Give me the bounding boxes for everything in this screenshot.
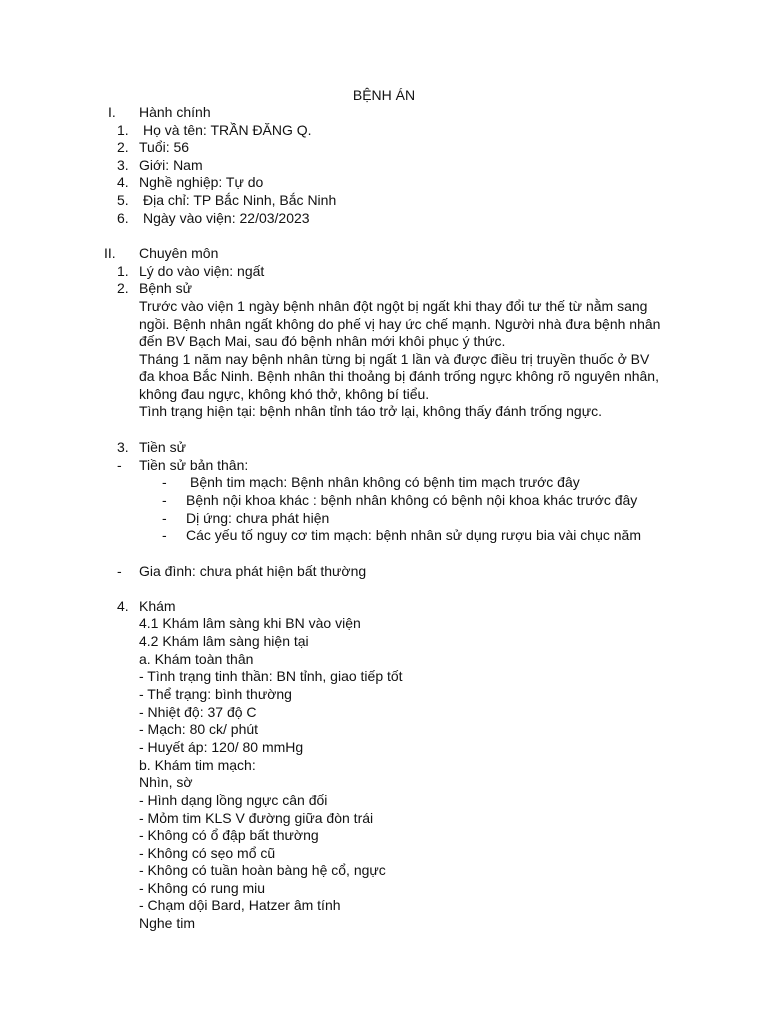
list-item: Địa chỉ: TP Bắc Ninh, Bắc Ninh — [143, 192, 337, 208]
section-heading: Chuyên môn — [139, 245, 219, 261]
list-number: 4. — [117, 174, 129, 190]
list-number: 5. — [117, 192, 129, 208]
section-heading: Hành chính — [139, 104, 211, 120]
paragraph-line: ngồi. Bệnh nhân ngất không do phế vị hay ức chế mạnh. Người nhà đưa bệnh nhân — [139, 316, 661, 332]
exam-line: 4.1 Khám lâm sàng khi BN vào viện — [139, 615, 361, 631]
list-number: 3. — [117, 157, 129, 173]
paragraph-line: đến BV Bạch Mai, sau đó bệnh nhân mới khôi phục ý thức. — [139, 333, 506, 349]
exam-line: - Không có rung miu — [139, 880, 266, 896]
list-item: Bệnh nội khoa khác : bệnh nhân không có bệnh nội khoa khác trước đây — [186, 492, 638, 508]
list-number: 3. — [117, 439, 129, 455]
exam-line: - Hình dạng lồng ngực cân đối — [139, 792, 328, 808]
exam-line: - Chạm dội Bard, Hatzer âm tính — [139, 897, 341, 913]
bullet-dash: - — [162, 474, 167, 490]
exam-line: a. Khám toàn thân — [139, 651, 254, 667]
list-number: 2. — [117, 280, 129, 296]
exam-line: - Mỏm tim KLS V đường giữa đòn trái — [139, 810, 374, 826]
subsection-heading: Bệnh sử — [139, 280, 192, 296]
exam-line: - Mạch: 80 ck/ phút — [139, 721, 259, 737]
exam-line: Nhìn, sờ — [139, 774, 193, 790]
paragraph-line: không đau ngực, không khó thở, không bí tiểu. — [139, 386, 430, 402]
paragraph-line: Tình trạng hiện tại: bệnh nhân tỉnh táo trở lại, không thấy đánh trống ngực. — [139, 403, 602, 419]
bullet-dash: - — [162, 492, 167, 508]
list-number: 2. — [117, 139, 129, 155]
exam-line: Nghe tim — [139, 915, 196, 931]
list-number: 1. — [117, 263, 129, 279]
subsection-heading: Tiền sử — [139, 439, 186, 455]
list-item: Bệnh tim mạch: Bệnh nhân không có bệnh tim mạch trước đây — [190, 474, 580, 490]
list-item: Giới: Nam — [139, 157, 203, 173]
list-item: Lý do vào viện: ngất — [139, 263, 265, 279]
bullet-dash: - — [117, 563, 122, 579]
section-number: II. — [104, 245, 116, 261]
exam-line: - Không có ổ đập bất thường — [139, 827, 319, 843]
list-item: Tiền sử bản thân: — [139, 457, 249, 473]
bullet-dash: - — [162, 510, 167, 526]
exam-line: b. Khám tim mạch: — [139, 757, 256, 773]
document-title: BỆNH ÁN — [352, 87, 416, 103]
subsection-heading: Khám — [139, 598, 176, 614]
exam-line: - Huyết áp: 120/ 80 mmHg — [139, 739, 304, 755]
paragraph-line: đa khoa Bắc Ninh. Bệnh nhân thi thoảng bị đánh trống ngực không rõ nguyên nhân, — [139, 368, 659, 384]
exam-line: - Nhiệt độ: 37 độ C — [139, 704, 257, 720]
bullet-dash: - — [117, 457, 122, 473]
list-item: Dị ứng: chưa phát hiện — [186, 510, 330, 526]
list-item: Các yếu tố nguy cơ tim mạch: bệnh nhân sử dụng rượu bia vài chục năm — [186, 527, 642, 543]
list-item: Nghề nghiệp: Tự do — [139, 174, 264, 190]
exam-line: - Thể trạng: bình thường — [139, 686, 292, 702]
exam-line: - Không có sẹo mổ cũ — [139, 845, 276, 861]
exam-line: - Tình trạng tinh thần: BN tỉnh, giao tiếp tốt — [139, 668, 403, 684]
paragraph-line: Tháng 1 năm nay bệnh nhân từng bị ngất 1 lần và được điều trị truyền thuốc ở BV — [139, 351, 650, 367]
list-item: Ngày vào viện: 22/03/2023 — [143, 210, 310, 226]
list-item: Tuổi: 56 — [139, 139, 190, 155]
exam-line: - Không có tuần hoàn bàng hệ cổ, ngực — [139, 862, 386, 878]
list-number: 1. — [117, 122, 129, 138]
section-number: I. — [108, 104, 116, 120]
list-number: 4. — [117, 598, 129, 614]
exam-line: 4.2 Khám lâm sàng hiện tại — [139, 633, 309, 649]
list-item: Gia đình: chưa phát hiện bất thường — [139, 563, 367, 579]
paragraph-line: Trước vào viện 1 ngày bệnh nhân đột ngột bị ngất khi thay đổi tư thế từ nằm sang — [139, 298, 648, 314]
list-item: Họ và tên: TRẦN ĐĂNG Q. — [143, 122, 312, 138]
bullet-dash: - — [162, 527, 167, 543]
list-number: 6. — [117, 210, 129, 226]
